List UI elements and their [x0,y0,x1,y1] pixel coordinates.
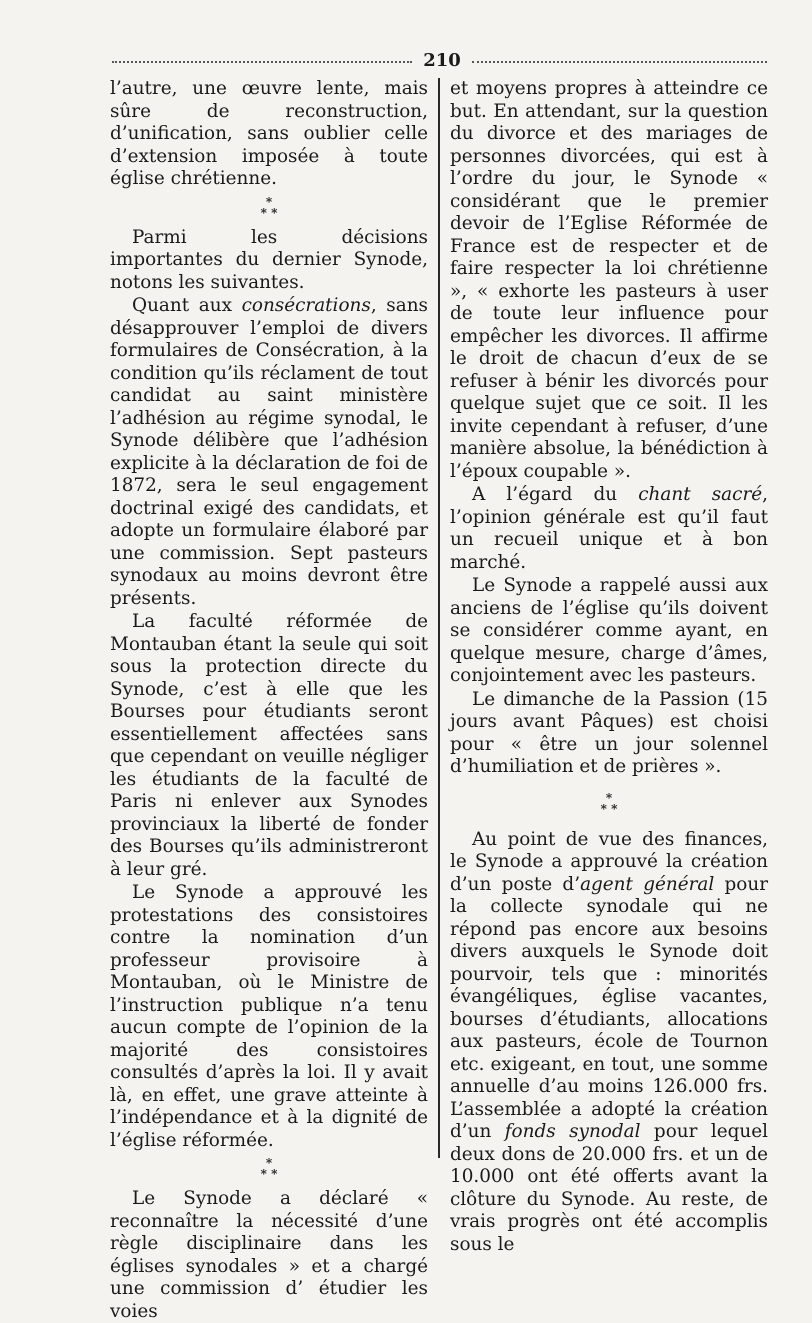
paragraph [110,295,428,610]
paragraph: La faculté réformée de Montauban étant la seule qui soit sous la protection directe du Synode, c’est à elle que les Bourses pour étudiants seront essentiellement affectées sans que cependant on veuille négliger les étudiants de la faculté de Paris ni enlever aux Synodes provinciaux la liberté de fonder des Bourses qu’ils administreront à leur gré. [110,611,428,880]
paragraph: Le Synode a rappelé aussi aux anciens de l’église qu’ils doivent se considérer comme ayant, en quelque mesure, charge d’âmes, conjointement avec les pasteurs. [450,575,768,686]
paragraph: et moyens propres à atteindre ce but. En attendant, sur la question du divorce et des mariages de personnes divorcées, qui est à l’ordre du jour, le Synode « considérant que le premier devoir de l’Eglise Réformée de France est de respecter et de faire respecter la loi chrétienne », « exhorte les pasteurs à user de toute leur influence pour empêcher les divorces. Il affirme le droit de chacun d’eux de se refuser à bénir les divorcés pour quelque sujet que ce soit. Il les invite cependant à refuser, d’une manière absolue, la bénédiction à l’époux coupable ». [450,78,768,482]
paragraph [450,484,768,574]
italic-term: agent général [580,873,715,895]
paragraph: Le dimanche de la Passion (15 jours avant Pâques) est choisi pour « être un jour solennel d’humiliation et de prières ». [450,688,768,777]
italic-term: chant sacré [638,484,763,505]
section-separator: * * * [260,194,278,220]
text-run: pour lequel deux dons de 20.000 frs. et un de 10.000 ont été offerts avant la clôture du Synode. Au reste, de vrais progrès ont été accomplis sous le [450,1121,768,1255]
column-divider [438,78,440,1158]
paragraph [450,829,768,1257]
header-rule-right [472,61,767,63]
paragraph: l’autre, une œuvre lente, mais sûre de reconstruction, d’unification, sans oublier celle d’extension imposée à toute église chrétienne. [110,78,428,189]
paragraph: Parmi les décisions importantes du dernier Synode, notons les suivantes. [110,226,428,293]
text-run: , sans désapprouver l’emploi de divers formulaires de Consécration, à la condition qu’ils réclament de tout candidat au saint ministère l’adhésion au régime synodal, le Synode délibère que l’adhésion explicite à la déclaration de foi de 1872, sera le seul engagement doctrinal exigé des candidats, et adopte un formulaire élaboré par une commission. Sept pasteurs synodaux au moins devront être présents. [110,295,428,609]
text-run: Au point de vue des finances, le Synode a approuvé la création d’un poste d’ [450,828,768,895]
text-run: pour la collecte synodale qui ne répond pas encore aux besoins divers auxquels le Synode doit pourvoir, tels que : minorités évangéliques, église vacantes, bourses d’étudiants, allocations aux pasteurs, école de Tournon etc. exigeant, en tout, une somme annuelle d’au moins 126.000 frs. L’assemblée a adopté la création d’un [450,873,768,1142]
section-separator: * * * [600,790,618,816]
section-separator: * * * [260,1156,278,1181]
paragraph: Le Synode a déclaré « reconnaître la nécessité d’une règle disciplinaire dans les églises synodales » et a chargé une commission d’ étudier les voies [110,1188,428,1322]
italic-term: fonds synodal [504,1121,641,1142]
left-column [110,78,428,1323]
italic-term: consécrations [241,295,371,316]
paragraph: Le Synode a approuvé les protestations des consistoires contre la nomination d’un professeur provisoire à Montauban, où le Ministre de l’instruction publique n’a tenu aucun compte de l’opinion de la majorité des consistoires consultés d’après la loi. Il y avait là, en effet, une grave atteinte à l’indépendance et à la dignité de l’église réformée. [110,882,428,1151]
page-number: 210 [423,50,461,71]
text-run: A l’égard du [472,484,639,505]
text-run: , l’opinion générale est qu’il faut un recueil unique et à bon marché. [450,484,768,573]
right-column [450,78,768,1256]
page-header [112,50,767,72]
header-rule-left [112,61,412,63]
text-run: Quant aux [132,295,242,316]
